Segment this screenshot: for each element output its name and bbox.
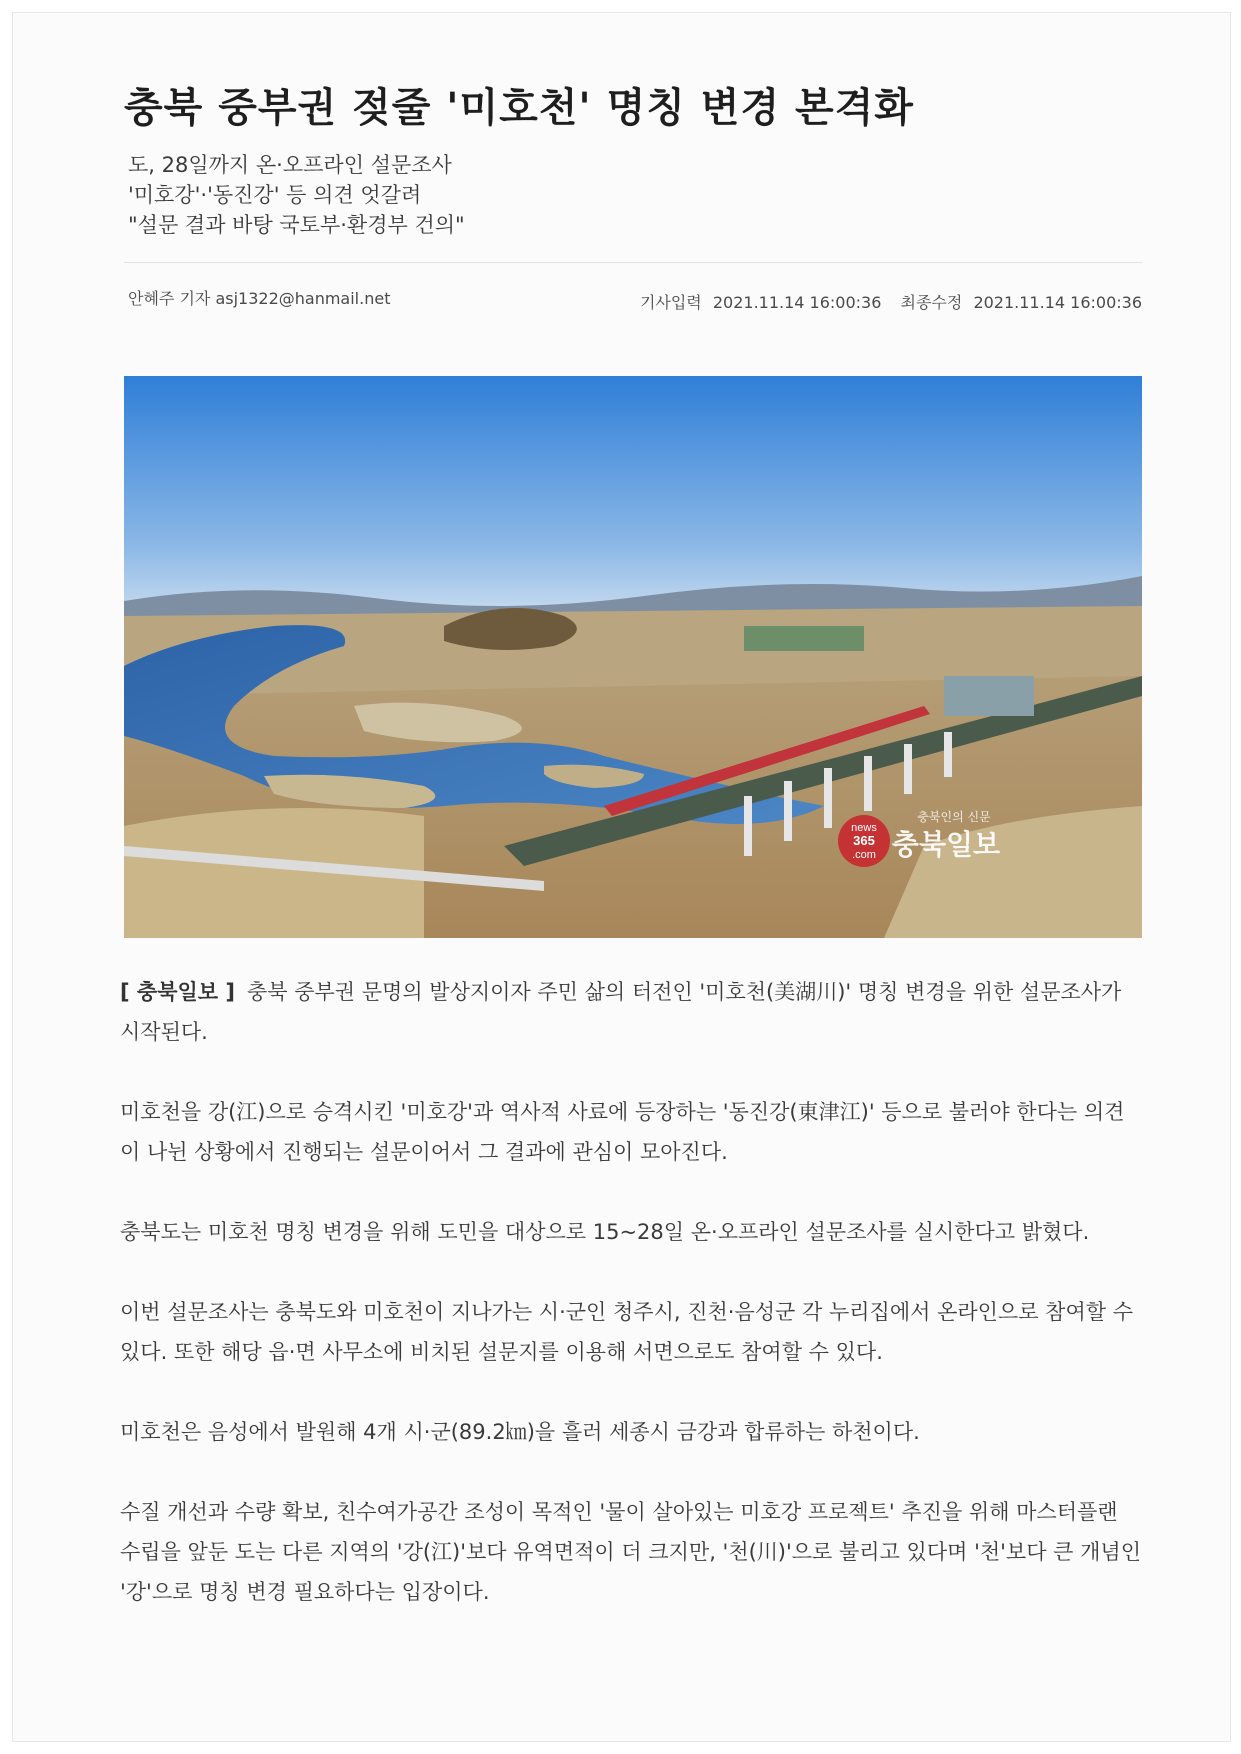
article-photo xyxy=(124,376,1142,938)
article-subtitles xyxy=(128,150,1028,240)
watermark-badge-mid: 365 xyxy=(853,833,875,848)
subtitle-line: '미호강'·'동진강' 등 의견 엇갈려 xyxy=(128,183,422,207)
paragraph-text: 충북 중부권 문명의 발상지이자 주민 삶의 터전인 '미호천(美湖川)' 명칭 변경을 위한 설문조사가 시작된다. xyxy=(120,980,1122,1044)
article-paragraph: 이번 설문조사는 충북도와 미호천이 지나가는 시·군인 청주시, 진천·음성군 각 누리집에서 온라인으로 참여할 수 있다. 또한 해당 읍·면 사무소에 비치된 설문지를 이용해 서면으로도 참여할 수 있다. xyxy=(120,1300,1133,1364)
river-aerial-photo xyxy=(124,376,1142,938)
watermark-badge-bottom: .com xyxy=(852,849,876,861)
photo-watermark xyxy=(838,809,1000,867)
article-dates xyxy=(634,290,1142,313)
subtitle-line: 도, 28일까지 온·오프라인 설문조사 xyxy=(128,153,452,177)
press-tag: [ 충북일보 ] xyxy=(120,980,235,1004)
byline-divider xyxy=(124,262,1142,263)
article-paragraph: 수질 개선과 수량 확보, 친수여가공간 조성이 목적인 '물이 살아있는 미호강 프로젝트' 추진을 위해 마스터플랜 수립을 앞둔 도는 다른 지역의 '강(江)'보다 유역면적이 더 크지만, '천(川)'으로 불리고 있다며 '천'보다 큰 개념인 '강'으로 명칭 변경 필요하다는 입장이다. xyxy=(120,1500,1141,1604)
reporter-byline: 안혜주 기자 asj1322@hanmail.net xyxy=(128,289,391,308)
date-created-label: 기사입력 xyxy=(639,293,702,312)
article-paragraph: 충북도는 미호천 명칭 변경을 위해 도민을 대상으로 15~28일 온·오프라인 설문조사를 실시한다고 밝혔다. xyxy=(120,1220,1090,1244)
date-modified: 2021.11.14 16:00:36 xyxy=(973,293,1142,312)
byline-row xyxy=(124,282,1142,312)
date-created: 2021.11.14 16:00:36 xyxy=(712,293,882,312)
watermark-badge-top: news xyxy=(851,822,877,834)
watermark-small: 충북인의 신문 xyxy=(917,810,991,824)
article-paragraph xyxy=(120,972,1142,1052)
watermark-brand: 충북일보 xyxy=(891,828,1001,861)
subtitle-line: "설문 결과 바탕 국토부·환경부 건의" xyxy=(128,213,465,237)
article-headline: 충북 중부권 젖줄 '미호천' 명칭 변경 본격화 xyxy=(124,85,914,131)
article-paragraph: 미호천은 음성에서 발원해 4개 시·군(89.2㎞)을 흘러 세종시 금강과 합류하는 하천이다. xyxy=(120,1420,920,1444)
article-body xyxy=(120,972,1142,1652)
article-paragraph: 미호천을 강(江)으로 승격시킨 '미호강'과 역사적 사료에 등장하는 '동진강(東津江)' 등으로 불러야 한다는 의견이 나뉜 상황에서 진행되는 설문이어서 그 결과에 관심이 모아진다. xyxy=(120,1100,1125,1164)
date-modified-label: 최종수정 xyxy=(900,293,963,312)
